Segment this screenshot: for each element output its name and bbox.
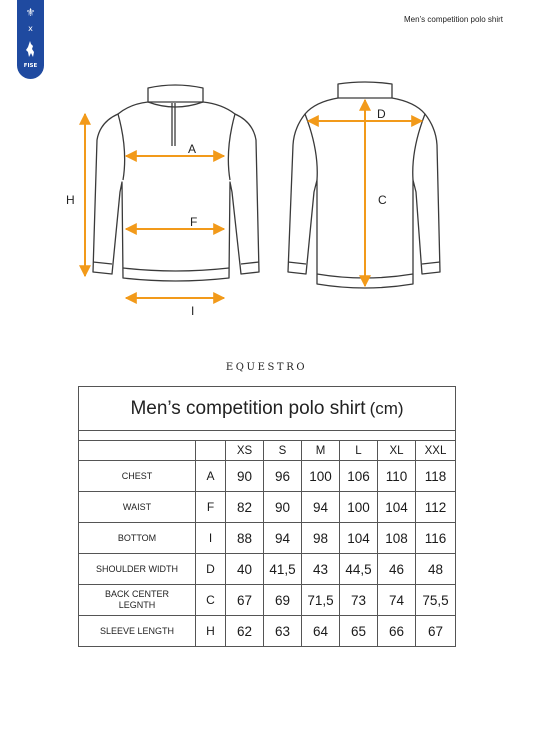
row-label: SHOULDER WIDTH <box>79 554 196 585</box>
table-cell: 75,5 <box>416 585 456 616</box>
measure-lines <box>85 100 422 298</box>
crest-icon: ⚜ <box>25 6 36 19</box>
row-label-line: BACK CENTER <box>104 589 169 599</box>
table-cell: 108 <box>378 523 416 554</box>
size-header: S <box>264 441 302 461</box>
table-cell: 110 <box>378 461 416 492</box>
table-cell: 106 <box>340 461 378 492</box>
table-cell: 82 <box>226 492 264 523</box>
size-chart-table <box>78 386 456 647</box>
size-header-row <box>79 441 456 461</box>
table-title-cell <box>79 387 456 431</box>
row-code: D <box>196 554 226 585</box>
label-C: C <box>378 193 387 207</box>
front-shirt-drawing <box>93 85 259 281</box>
table-cell: 100 <box>340 492 378 523</box>
size-header: XXL <box>416 441 456 461</box>
table-row <box>79 585 456 616</box>
table-cell: 90 <box>264 492 302 523</box>
size-header: XS <box>226 441 264 461</box>
measurement-diagram <box>0 0 533 340</box>
table-cell: 41,5 <box>264 554 302 585</box>
table-cell: 90 <box>226 461 264 492</box>
table-cell: 96 <box>264 461 302 492</box>
row-label: WAIST <box>79 492 196 523</box>
table-cell: 112 <box>416 492 456 523</box>
logo-x: x <box>28 24 33 33</box>
table-cell: 64 <box>302 616 340 647</box>
label-H: H <box>66 193 75 207</box>
row-code: A <box>196 461 226 492</box>
row-code: I <box>196 523 226 554</box>
row-label: CHEST <box>79 461 196 492</box>
table-cell: 40 <box>226 554 264 585</box>
table-cell: 98 <box>302 523 340 554</box>
table-row <box>79 461 456 492</box>
document-title: Men’s competition polo shirt <box>403 15 503 24</box>
table-cell: 74 <box>378 585 416 616</box>
table-cell: 73 <box>340 585 378 616</box>
label-A: A <box>188 142 197 156</box>
size-header: M <box>302 441 340 461</box>
row-label <box>79 585 196 616</box>
label-I: I <box>191 304 195 318</box>
table-row <box>79 554 456 585</box>
header-blank <box>79 441 196 461</box>
row-code: H <box>196 616 226 647</box>
table-cell: 66 <box>378 616 416 647</box>
logo-text: FISE <box>23 63 38 69</box>
table-row <box>79 523 456 554</box>
spacer-row <box>79 431 456 441</box>
row-label: BOTTOM <box>79 523 196 554</box>
table-title: Men’s competition polo shirt <box>130 397 366 419</box>
table-cell: 63 <box>264 616 302 647</box>
label-F: F <box>190 215 198 229</box>
table-cell: 118 <box>416 461 456 492</box>
table-cell: 116 <box>416 523 456 554</box>
table-cell: 94 <box>264 523 302 554</box>
table-cell: 71,5 <box>302 585 340 616</box>
row-label-line: LEGNTH <box>118 600 156 610</box>
row-code: F <box>196 492 226 523</box>
size-header: XL <box>378 441 416 461</box>
table-cell: 88 <box>226 523 264 554</box>
table-cell: 62 <box>226 616 264 647</box>
table-cell: 94 <box>302 492 340 523</box>
row-code: C <box>196 585 226 616</box>
table-cell: 43 <box>302 554 340 585</box>
row-label: SLEEVE LENGTH <box>79 616 196 647</box>
size-header: L <box>340 441 378 461</box>
table-cell: 44,5 <box>340 554 378 585</box>
table-cell: 69 <box>264 585 302 616</box>
brand-wordmark: EQUESTRO <box>225 362 308 373</box>
table-cell: 67 <box>226 585 264 616</box>
table-cell: 104 <box>378 492 416 523</box>
header-code-blank <box>196 441 226 461</box>
table-cell: 67 <box>416 616 456 647</box>
table-cell: 48 <box>416 554 456 585</box>
table-cell: 100 <box>302 461 340 492</box>
table-row <box>79 616 456 647</box>
table-unit: (cm) <box>369 398 404 418</box>
table-cell: 46 <box>378 554 416 585</box>
label-D: D <box>377 107 386 121</box>
table-cell: 65 <box>340 616 378 647</box>
table-row <box>79 492 456 523</box>
table-cell: 104 <box>340 523 378 554</box>
